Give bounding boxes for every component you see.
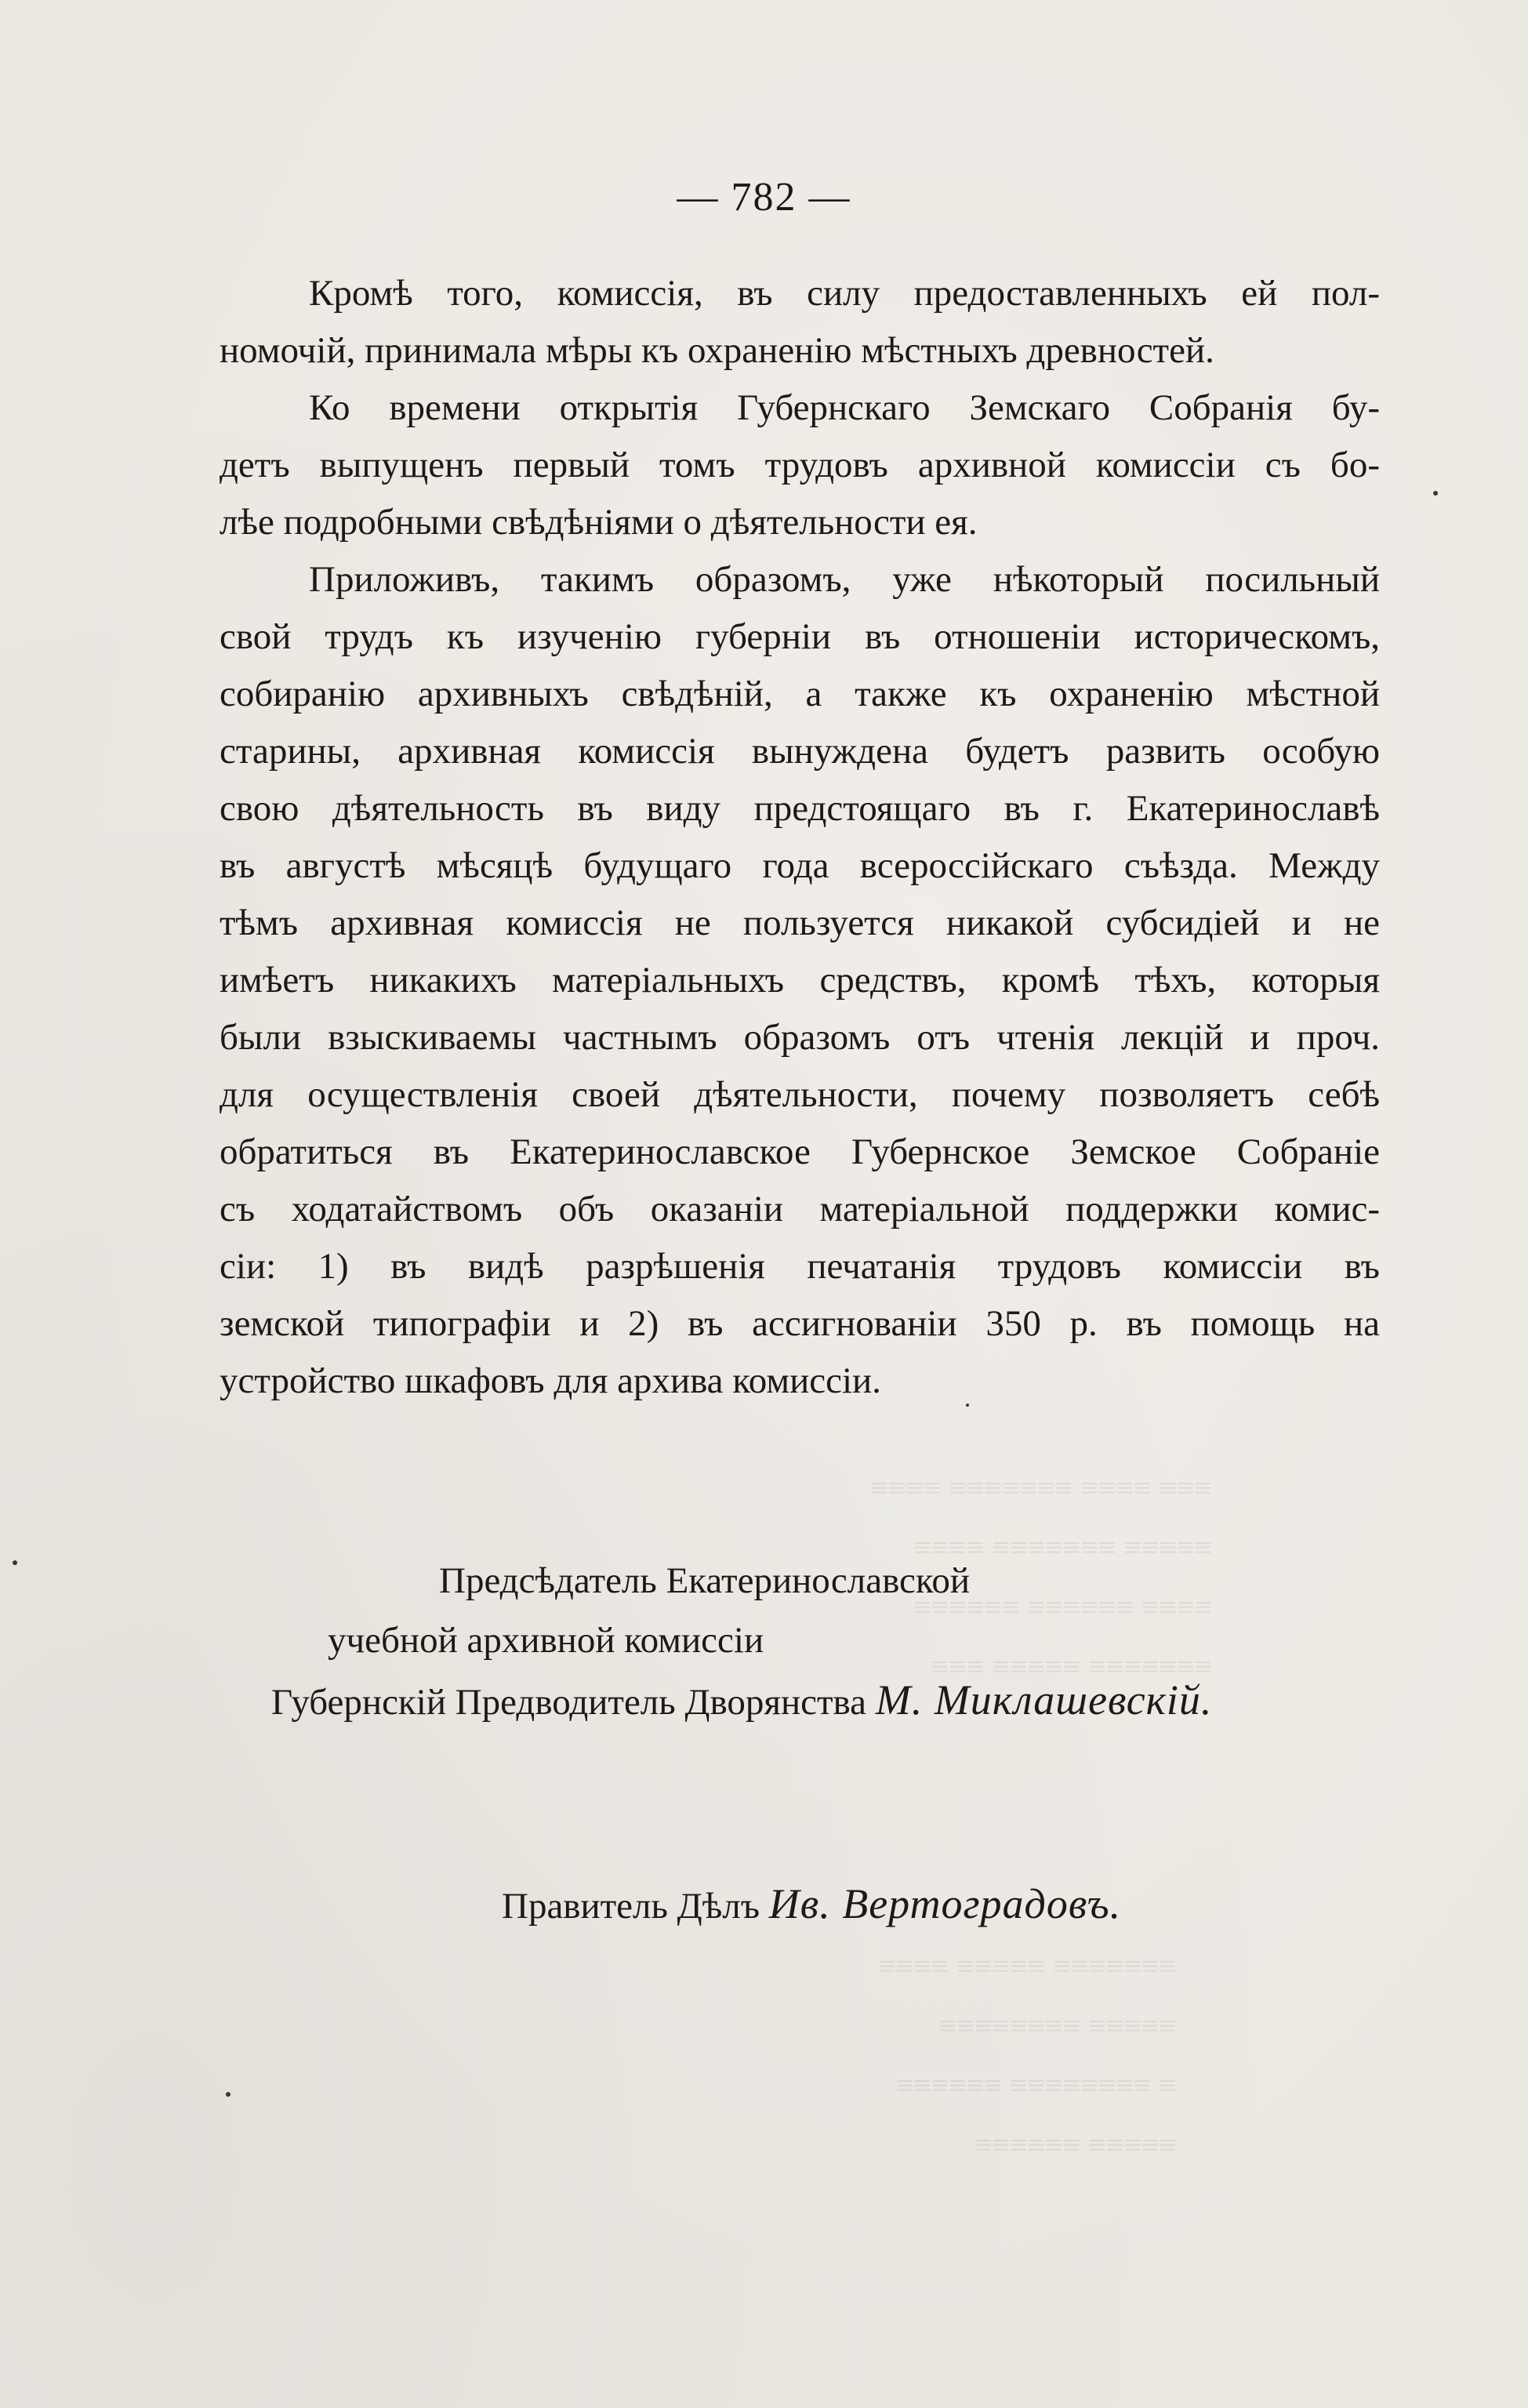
text-line: сіи: 1) въ видѣ разрѣшенія печатанія трудовъ комиссіи въ [220, 1246, 1380, 1287]
bleed-through-text: ≡≡≡≡≡≡≡ ≡≡≡≡≡ ≡≡≡≡ ≡≡≡≡≡ ≡≡≡≡≡≡≡≡ ≡ ≡≡≡≡≡≡≡≡ ≡≡≡≡≡≡ ≡≡≡≡≡ ≡≡≡≡≡≡ [878, 1949, 1177, 2163]
text-line: собиранію архивныхъ свѣдѣній, а также къ охраненію мѣстной [220, 674, 1380, 714]
text-line: были взыскиваемы частнымъ образомъ отъ чтенія лекцій и проч. [220, 1017, 1380, 1058]
ink-speck [13, 1560, 17, 1565]
text-line: свой трудъ къ изученію губерніи въ отношеніи историческомъ, [220, 616, 1380, 657]
text-line: Приложивъ, такимъ образомъ, уже нѣкоторый посильный [309, 559, 1380, 600]
bleed-through-text: ≡≡≡ ≡≡≡≡ ≡≡≡≡≡≡≡ ≡≡≡≡ ≡≡≡≡≡ ≡≡≡≡≡≡≡ ≡≡≡≡ ≡≡≡≡ ≡≡≡≡≡≡ ≡≡≡≡≡≡ ≡≡≡≡≡≡≡ ≡≡≡≡≡ ≡≡≡ [870, 1470, 1213, 1684]
ink-speck [1433, 491, 1438, 496]
paragraph-1 [220, 265, 1380, 380]
text-line: свою дѣятельность въ виду предстоящаго въ г. Екатеринославѣ [220, 788, 1380, 829]
text-line: въ августѣ мѣсяцѣ будущаго года всероссійскаго съѣзда. Между [220, 845, 1380, 886]
clerk-signature [502, 1874, 1121, 1936]
text-line: Кромѣ того, комиссія, въ силу предоставленныхъ ей пол- [309, 273, 1380, 314]
page-number: — 782 — [677, 175, 851, 220]
text-line: Ко времени открытія Губернскаго Земскаго Собранія бу- [309, 387, 1380, 428]
signature-name: М. Миклашевскій. [875, 1676, 1213, 1723]
paragraph-3 [220, 551, 1380, 1410]
body-text [220, 265, 1380, 1410]
text-line: детъ выпущенъ первый томъ трудовъ архивной комиссіи съ бо- [220, 445, 1380, 485]
text-line: лѣе подробными свѣдѣніями о дѣятельности ея. [220, 502, 978, 543]
paragraph-2 [220, 380, 1380, 551]
signature-title: Губернскій Предводитель Дворянства [271, 1682, 866, 1723]
signature-line-chairman: Предсѣдатель Екатеринославской [439, 1560, 970, 1601]
text-line: земской типографіи и 2) въ ассигнованіи 350 р. въ помощь на [220, 1303, 1380, 1344]
clerk-name: Ив. Вертоградовъ. [768, 1880, 1122, 1927]
signature-line-commission: учебной архивной комиссіи [328, 1620, 764, 1661]
ink-speck [966, 1404, 969, 1407]
text-line: для осуществленія своей дѣятельности, почему позволяетъ себѣ [220, 1074, 1380, 1115]
text-line: имѣетъ никакихъ матеріальныхъ средствъ, кромѣ тѣхъ, которыя [220, 960, 1380, 1001]
text-line: съ ходатайствомъ объ оказаніи матеріальной поддержки комис- [220, 1189, 1380, 1229]
clerk-title: Правитель Дѣлъ [502, 1886, 760, 1927]
text-line: тѣмъ архивная комиссія не пользуется никакой субсидіей и не [220, 903, 1380, 943]
text-line: устройство шкафовъ для архива комиссіи. [220, 1360, 881, 1401]
text-line: обратиться въ Екатеринославское Губернское Земское Собраніе [220, 1131, 1380, 1172]
text-line: старины, архивная комиссія вынуждена будетъ развить особую [220, 731, 1380, 772]
text-line: номочій, принимала мѣры къ охраненію мѣстныхъ древностей. [220, 330, 1214, 371]
ink-speck [226, 2092, 230, 2097]
signature-line-marshal [271, 1670, 1212, 1732]
